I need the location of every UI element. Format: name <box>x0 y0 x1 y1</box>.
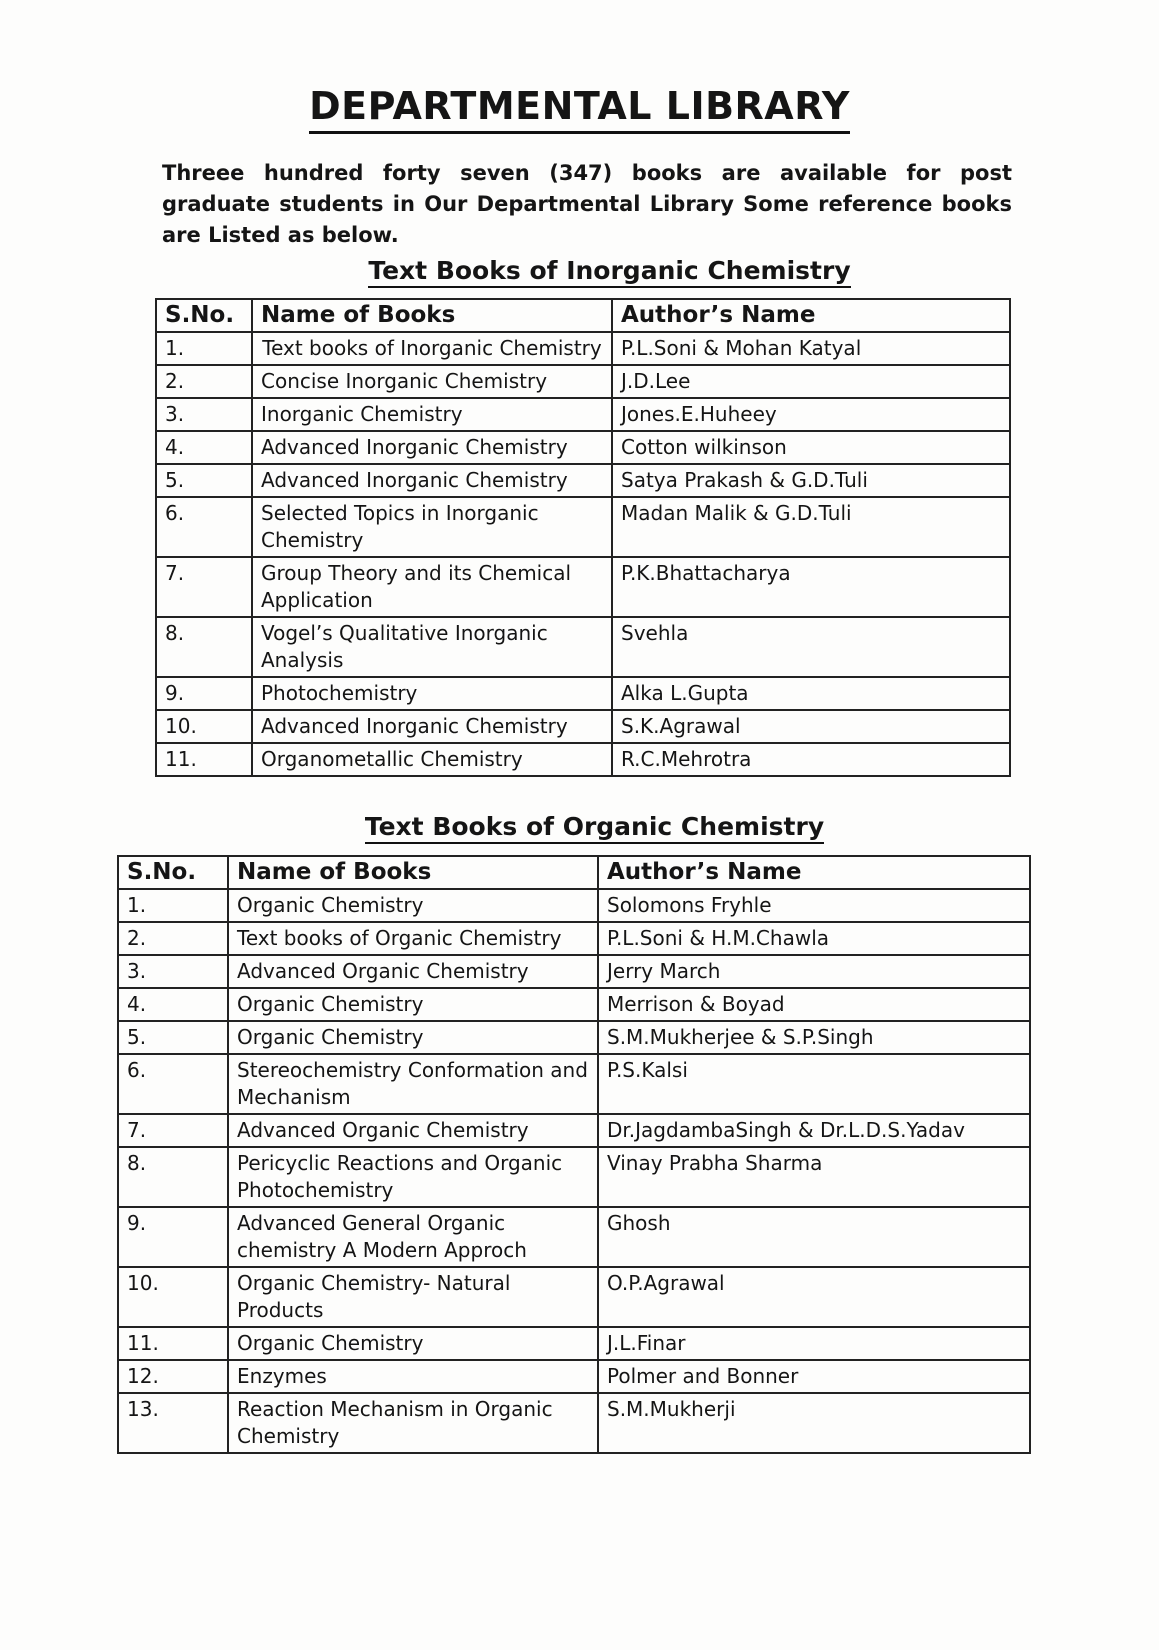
column-header-sno: S.No. <box>156 299 252 332</box>
row-book-name: Pericyclic Reactions and Organic Photochemistry <box>228 1147 598 1207</box>
row-sno: 8. <box>156 617 252 677</box>
page-title <box>0 84 1159 128</box>
inorganic-heading <box>30 256 1159 285</box>
row-author: Satya Prakash & G.D.Tuli <box>612 464 1010 497</box>
row-book-name: Organic Chemistry <box>228 1021 598 1054</box>
row-sno: 9. <box>118 1207 228 1267</box>
row-sno: 2. <box>118 922 228 955</box>
row-sno: 3. <box>118 955 228 988</box>
table-row <box>118 1360 1030 1393</box>
organic-heading-text: Text Books of Organic Chemistry <box>365 812 824 844</box>
intro-paragraph: Threee hundred forty seven (347) books are available for post graduate students in Our Departmental Library Some reference books are Listed as below. <box>162 161 1012 247</box>
table-row <box>156 398 1010 431</box>
row-sno: 7. <box>156 557 252 617</box>
column-header-author: Author’s Name <box>612 299 1010 332</box>
row-sno: 8. <box>118 1147 228 1207</box>
row-book-name: Vogel’s Qualitative Inorganic Analysis <box>252 617 612 677</box>
row-author: Vinay Prabha Sharma <box>598 1147 1030 1207</box>
row-book-name: Advanced Organic Chemistry <box>228 1114 598 1147</box>
row-sno: 12. <box>118 1360 228 1393</box>
row-author: Merrison & Boyad <box>598 988 1030 1021</box>
row-book-name: Reaction Mechanism in Organic Chemistry <box>228 1393 598 1453</box>
row-author: S.K.Agrawal <box>612 710 1010 743</box>
row-author: P.L.Soni & H.M.Chawla <box>598 922 1030 955</box>
row-author: Solomons Fryhle <box>598 889 1030 922</box>
row-sno: 4. <box>156 431 252 464</box>
row-book-name: Organic Chemistry <box>228 988 598 1021</box>
row-sno: 6. <box>156 497 252 557</box>
row-book-name: Text books of Inorganic Chemistry <box>252 332 612 365</box>
table-row <box>156 497 1010 557</box>
column-header-sno: S.No. <box>118 856 228 889</box>
row-author: P.S.Kalsi <box>598 1054 1030 1114</box>
row-author: Dr.JagdambaSingh & Dr.L.D.S.Yadav <box>598 1114 1030 1147</box>
table-row <box>118 1114 1030 1147</box>
row-book-name: Stereochemistry Conformation and Mechanism <box>228 1054 598 1114</box>
inorganic-table-body <box>156 332 1010 776</box>
row-book-name: Organometallic Chemistry <box>252 743 612 776</box>
inorganic-heading-text: Text Books of Inorganic Chemistry <box>368 256 850 288</box>
row-book-name: Selected Topics in Inorganic Chemistry <box>252 497 612 557</box>
row-sno: 5. <box>156 464 252 497</box>
row-book-name: Advanced Inorganic Chemistry <box>252 464 612 497</box>
row-author: O.P.Agrawal <box>598 1267 1030 1327</box>
row-sno: 10. <box>118 1267 228 1327</box>
row-sno: 11. <box>118 1327 228 1360</box>
row-sno: 1. <box>156 332 252 365</box>
row-author: Jerry March <box>598 955 1030 988</box>
table-header-row <box>118 856 1030 889</box>
organic-heading <box>15 812 1159 841</box>
row-author: S.M.Mukherjee & S.P.Singh <box>598 1021 1030 1054</box>
table-row <box>118 1207 1030 1267</box>
row-author: Cotton wilkinson <box>612 431 1010 464</box>
table-row <box>118 1054 1030 1114</box>
row-author: Alka L.Gupta <box>612 677 1010 710</box>
column-header-book-name: Name of Books <box>228 856 598 889</box>
row-book-name: Organic Chemistry <box>228 1327 598 1360</box>
row-author: P.K.Bhattacharya <box>612 557 1010 617</box>
row-sno: 13. <box>118 1393 228 1453</box>
table-row <box>156 332 1010 365</box>
row-author: Svehla <box>612 617 1010 677</box>
row-book-name: Group Theory and its Chemical Application <box>252 557 612 617</box>
row-author: Ghosh <box>598 1207 1030 1267</box>
row-book-name: Concise Inorganic Chemistry <box>252 365 612 398</box>
table-row <box>156 464 1010 497</box>
row-author: S.M.Mukherji <box>598 1393 1030 1453</box>
row-author: J.L.Finar <box>598 1327 1030 1360</box>
table-header-row <box>156 299 1010 332</box>
row-sno: 2. <box>156 365 252 398</box>
table-row <box>118 955 1030 988</box>
row-book-name: Advanced General Organic chemistry A Modern Approch <box>228 1207 598 1267</box>
organic-books-table <box>117 855 1031 1454</box>
row-sno: 10. <box>156 710 252 743</box>
row-sno: 7. <box>118 1114 228 1147</box>
row-book-name: Advanced Organic Chemistry <box>228 955 598 988</box>
table-row <box>156 431 1010 464</box>
row-sno: 1. <box>118 889 228 922</box>
row-book-name: Organic Chemistry <box>228 889 598 922</box>
row-book-name: Text books of Organic Chemistry <box>228 922 598 955</box>
row-author: Madan Malik & G.D.Tuli <box>612 497 1010 557</box>
page-title-text: DEPARTMENTAL LIBRARY <box>309 84 850 134</box>
row-author: R.C.Mehrotra <box>612 743 1010 776</box>
table-row <box>156 710 1010 743</box>
table-row <box>118 1327 1030 1360</box>
column-header-author: Author’s Name <box>598 856 1030 889</box>
row-book-name: Organic Chemistry- Natural Products <box>228 1267 598 1327</box>
table-row <box>118 1147 1030 1207</box>
row-author: J.D.Lee <box>612 365 1010 398</box>
table-row <box>118 988 1030 1021</box>
row-book-name: Enzymes <box>228 1360 598 1393</box>
row-book-name: Advanced Inorganic Chemistry <box>252 710 612 743</box>
row-book-name: Advanced Inorganic Chemistry <box>252 431 612 464</box>
table-row <box>156 617 1010 677</box>
table-row <box>156 743 1010 776</box>
row-sno: 3. <box>156 398 252 431</box>
inorganic-books-table <box>155 298 1011 777</box>
table-row <box>118 889 1030 922</box>
table-row <box>156 677 1010 710</box>
table-row <box>118 922 1030 955</box>
row-sno: 9. <box>156 677 252 710</box>
table-row <box>156 557 1010 617</box>
row-sno: 4. <box>118 988 228 1021</box>
row-sno: 5. <box>118 1021 228 1054</box>
table-row <box>118 1021 1030 1054</box>
table-row <box>118 1267 1030 1327</box>
row-sno: 6. <box>118 1054 228 1114</box>
row-author: Polmer and Bonner <box>598 1360 1030 1393</box>
row-author: P.L.Soni & Mohan Katyal <box>612 332 1010 365</box>
row-book-name: Inorganic Chemistry <box>252 398 612 431</box>
table-row <box>156 365 1010 398</box>
table-row <box>118 1393 1030 1453</box>
row-author: Jones.E.Huheey <box>612 398 1010 431</box>
row-book-name: Photochemistry <box>252 677 612 710</box>
row-sno: 11. <box>156 743 252 776</box>
organic-table-body <box>118 889 1030 1453</box>
column-header-book-name: Name of Books <box>252 299 612 332</box>
